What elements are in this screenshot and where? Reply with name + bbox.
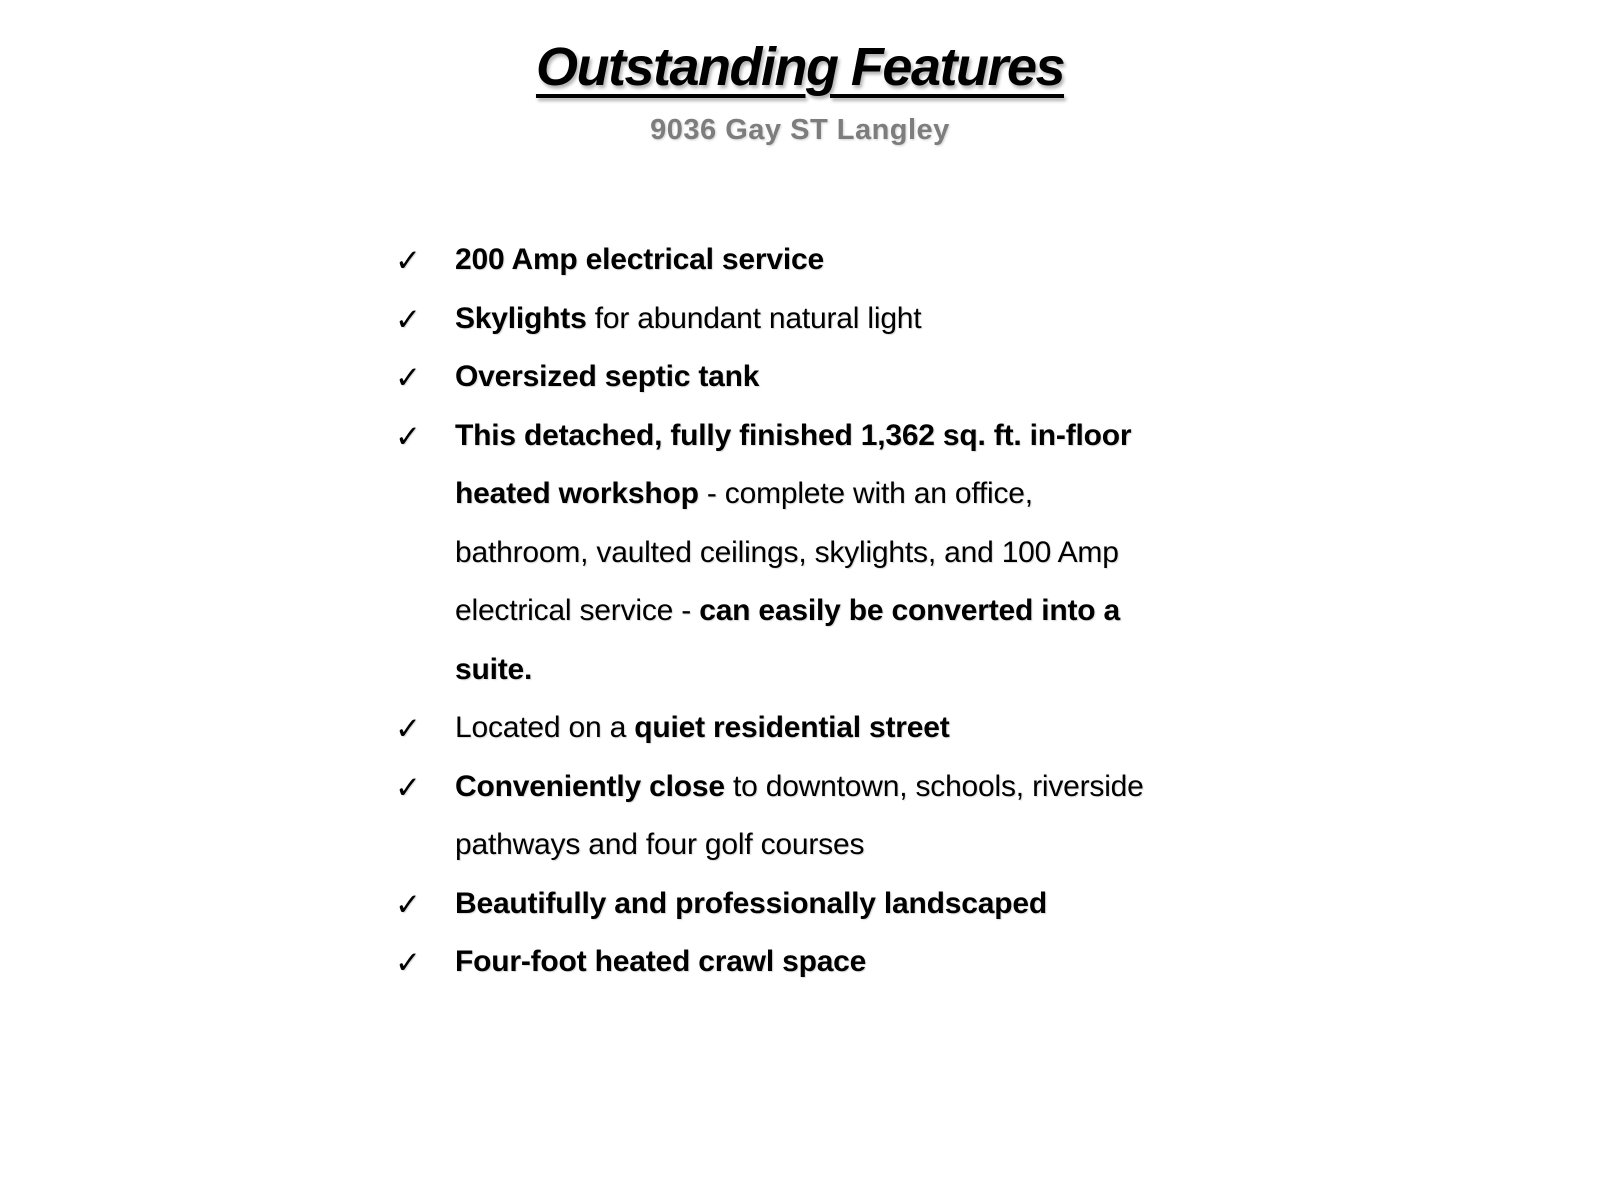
feature-item <box>395 290 1153 349</box>
feature-item <box>395 933 1153 992</box>
feature-segment-bold: This detached, fully finished 1,362 sq. ft. in-floor heated workshop <box>455 418 1132 510</box>
checkmark-icon: ✓ <box>395 301 421 338</box>
checkmark-icon: ✓ <box>395 945 421 981</box>
feature-segment-bold: quiet residential street <box>634 711 950 744</box>
feature-text <box>455 419 1131 686</box>
feature-segment-bold: can easily be converted into a suite. <box>455 594 1121 686</box>
feature-text <box>455 711 950 744</box>
feature-segment-bold: Conveniently close <box>455 769 725 803</box>
checkmark-icon: ✓ <box>395 243 421 279</box>
page-subtitle: 9036 Gay ST Langley <box>650 114 950 146</box>
feature-segment: Located on a <box>455 711 635 744</box>
feature-text <box>455 770 1144 862</box>
feature-segment-bold: Beautifully and professionally landscaped <box>455 886 1047 920</box>
feature-text <box>455 887 1047 920</box>
checkmark-icon: ✓ <box>395 360 421 396</box>
feature-segment-bold: Oversized septic tank <box>455 360 760 393</box>
feature-segment: to downtown, schools, riverside pathways and four golf courses <box>455 769 1144 861</box>
checkmark-icon: ✓ <box>395 418 421 455</box>
feature-item <box>395 348 1153 407</box>
checkmark-icon: ✓ <box>395 886 421 923</box>
checkmark-icon: ✓ <box>395 711 421 747</box>
feature-item <box>395 875 1153 934</box>
checkmark-icon: ✓ <box>395 769 421 806</box>
page-title: Outstanding Features <box>535 37 1065 97</box>
feature-item <box>395 231 1153 290</box>
feature-text <box>455 945 866 978</box>
feature-text <box>455 360 759 393</box>
feature-segment: - complete with an office, bathroom, vaulted ceilings, skylights, and 100 Amp electrical service - <box>455 477 1119 627</box>
feature-text <box>455 243 824 276</box>
feature-segment-bold: Four-foot heated crawl space <box>455 945 867 978</box>
features-list <box>395 231 1153 992</box>
feature-text <box>455 302 921 335</box>
header <box>0 0 1600 147</box>
feature-item <box>395 407 1153 700</box>
feature-segment: for abundant natural light <box>586 301 922 335</box>
feature-item <box>395 758 1153 875</box>
feature-segment-bold: 200 Amp electrical service <box>455 243 824 276</box>
feature-segment-bold: Skylights <box>455 301 587 335</box>
feature-item <box>395 699 1153 758</box>
